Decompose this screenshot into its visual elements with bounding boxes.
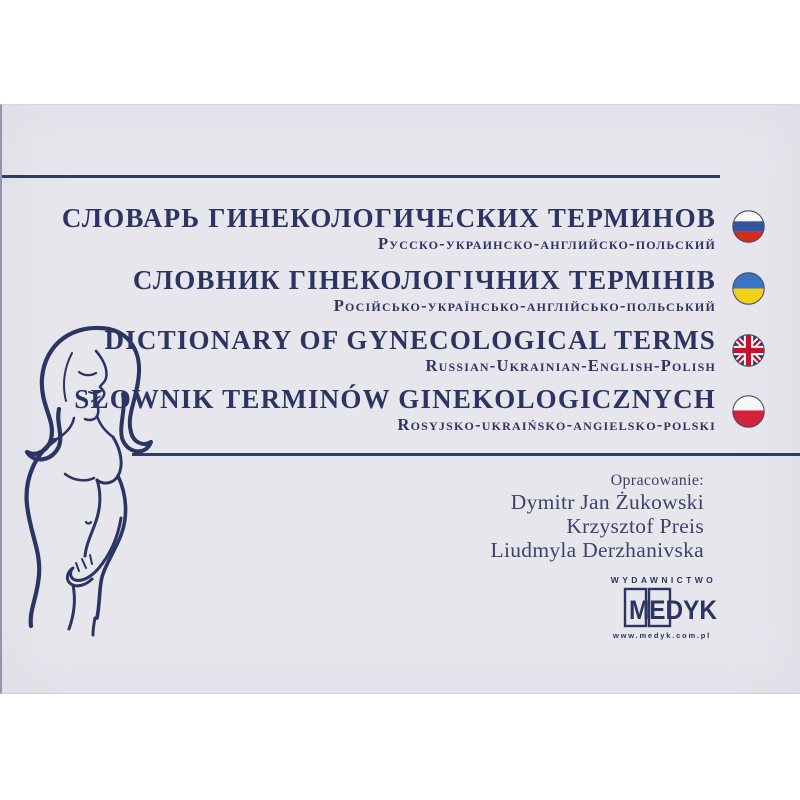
title-english: DICTIONARY OF GYNECOLOGICAL TERMS xyxy=(104,325,716,355)
title-row-ukrainian xyxy=(133,266,716,314)
subtitle-english: Russian-Ukrainian-English-Polish xyxy=(425,356,716,375)
russia-flag-icon xyxy=(732,210,765,243)
top-rule xyxy=(2,175,720,178)
publisher-website: www.medyk.com.pl xyxy=(612,631,712,640)
title-polish: SŁOWNIK TERMINÓW GINEKOLOGICZNYCH xyxy=(74,384,716,414)
credits-block xyxy=(491,472,704,562)
credits-label: Opracowanie: xyxy=(610,472,704,489)
credits-name-2: Krzysztof Preis xyxy=(566,514,704,538)
credits-name-1: Dymitr Jan Żukowski xyxy=(510,490,704,514)
uk-flag-icon xyxy=(732,334,765,367)
medyk-logo-icon xyxy=(600,586,724,630)
credits-name-3: Liudmyla Derzhanivska xyxy=(490,538,704,562)
title-ukrainian: СЛОВНИК ГІНЕКОЛОГІЧНИХ ТЕРМІНІВ xyxy=(132,265,716,295)
subtitle-russian: Русско-украинско-английско-польский xyxy=(378,234,716,253)
subtitle-polish: Rosyjsko-ukraińsko-angielsko-polski xyxy=(397,415,716,434)
middle-rule xyxy=(132,453,800,456)
title-row-russian xyxy=(62,204,716,252)
svg-text:MEDYK: MEDYK xyxy=(629,595,718,625)
ukraine-flag-icon xyxy=(732,272,765,305)
subtitle-ukrainian: Російсько-українсько-англійсько-польський xyxy=(333,296,716,315)
book-cover xyxy=(0,104,800,694)
publisher-block xyxy=(600,575,724,640)
woman-line-art xyxy=(12,323,187,643)
publisher-imprint: WYDAWNICTWO xyxy=(610,575,717,585)
title-row-english xyxy=(105,326,716,374)
poland-flag-icon xyxy=(732,395,765,428)
title-russian: СЛОВАРЬ ГИНЕКОЛОГИЧЕСКИХ ТЕРМИНОВ xyxy=(61,203,716,233)
